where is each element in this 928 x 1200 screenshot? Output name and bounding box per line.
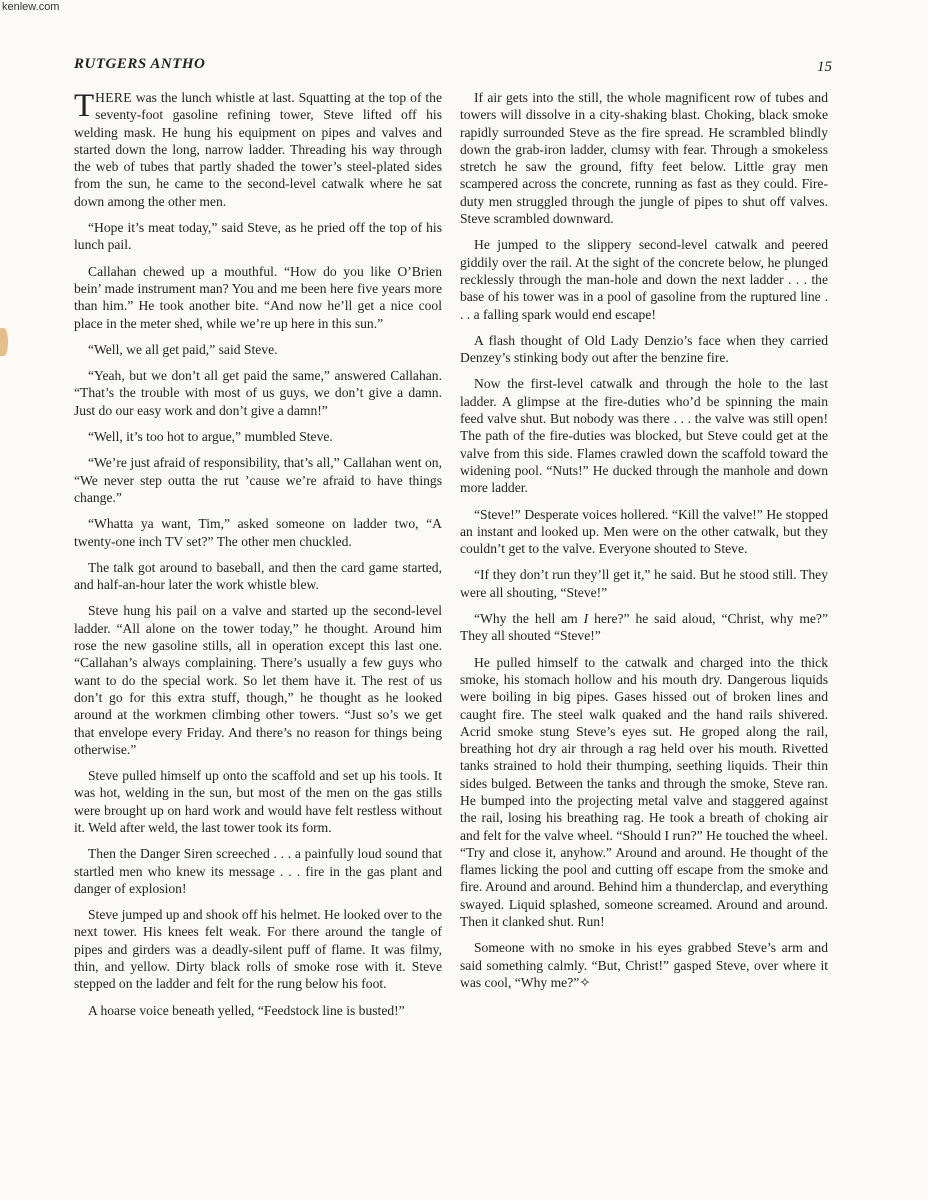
paragraph: “Well, we all get paid,” said Steve. — [88, 341, 278, 357]
drop-cap: T — [74, 88, 95, 124]
paragraph: Then the Danger Siren screeched . . . a painfully loud sound that startled men who knew its message . . . fire in the gas plant and danger of explosion! — [74, 846, 442, 896]
paragraph: Now the first-level catwalk and through the hole to the last ladder. A glimpse at the fire-duties who’d be spinning the main feed valve shut. But nobody was there . . . the valve was still open! The path of the fire-duties was blocked, but Steve could get at the valve from this side. Flames crawled down the scaffold toward the widening pool. “Nuts!” He ducked through the manhole and down more ladder. — [460, 376, 828, 496]
paper-stain — [0, 328, 8, 356]
paragraph: Steve pulled himself up onto the scaffold and set up his tools. It was hot, welding in the sun, but most of the men on the gas stills were brought up on hard work and would have felt restless without it. Weld after weld, the last tower took its form. — [74, 768, 442, 835]
paragraph: Steve jumped up and shook off his helmet. He looked over to the next tower. His knees felt weak. For there around the tangle of pipes and girders was a deadly-silent puff of flame. It was filmy, thin, and yellow. Dirty black rolls of smoke rose with it. Steve stepped on the ladder and felt for the rung below his foot. — [74, 907, 442, 992]
paragraph-text: here?” he said aloud, “Christ, why me?” They all shouted “Steve!” — [460, 611, 829, 644]
paragraph: He pulled himself to the catwalk and charged into the thick smoke, his stomach hollow and his mouth dry. Dangerous liquids were boiling in big pipes. Gases hissed out of broken lines and caught fire. The steel walk quaked and the hand rails shivered. Acrid smoke stung Steve’s eyes sut. He groped along the rail, breathing hot dry air through a rag held over his mouth. Rivetted tanks strained to hold their thumping, seething liquids. Their thin sides bulged. Between the tanks and through the smoke, Steve ran. He bumped into the projecting metal valve and staggered against the rail, losing his breathing rag. He took a breath of choking air and felt for the valve wheel. “Should I run?” He touched the wheel. “Try and close it, anyhow.” Around and around. He thought of the flames licking the pool and cutting off escape from the smoke and fire. Around and around. Behind him a thunderclap, and everything swayed. Liquid splashed, someone screamed. Around and around. Then it clanked shut. Run! — [460, 654, 828, 930]
opening-word: HERE — [95, 90, 132, 105]
paragraph: Callahan chewed up a mouthful. “How do you like O’Brien bein’ made instrument man? You and me been here five years more than him.” He took another bite. “And now he’ll get a nice cool place in the meter shed, while we’re up here in this sun.” — [74, 263, 442, 331]
left-column — [74, 89, 442, 1028]
paragraph — [460, 610, 828, 645]
paragraph-text: Someone with no smoke in his eyes grabbed Steve’s arm and said something calmly. “But, Christ!” gasped Steve, over where it was cool, “Why me?” — [460, 940, 828, 990]
running-head: RUTGERS ANTHO — [74, 56, 206, 72]
paragraph: Steve hung his pail on a valve and started up the second-level ladder. “All alone on the tower today,” he thought. Around him rose the new gasoline stills, all in operation except this last one. “Callahan’s always complaining. There’s usually a few guys who want to do the special work. So let them have it. The rest of us don’t go for this extra stuff, though,” he thought as he looked around at the workmen climbing other towers. “Just so’s we get that envelope every Friday. And there’s no reason for things being otherwise.” — [74, 603, 442, 757]
watermark: kenlew.com — [2, 1, 60, 13]
paragraph: “Well, it’s too hot to argue,” mumbled Steve. — [88, 429, 333, 445]
right-column — [460, 89, 828, 1000]
paragraph: He jumped to the slippery second-level catwalk and peered giddily over the rail. At the sight of the concrete below, he plunged recklessly through the man-hole and down the next ladder . . . the base of his tower was in a pool of gasoline from the ruptured line . . . a falling spark would end escape! — [460, 237, 828, 322]
paragraph: “If they don’t run they’ll get it,” he said. But he stood still. They were all shouting, “Steve!” — [460, 567, 828, 600]
paragraph: A flash thought of Old Lady Denzio’s face when they carried Denzey’s stinking body out after the benzine fire. — [460, 332, 828, 366]
end-mark-icon: ✧ — [579, 974, 591, 990]
paragraph: The talk got around to baseball, and then the card game started, and half-an-hour later the work whistle blew. — [74, 559, 442, 593]
paragraph: “We’re just afraid of responsibility, that’s all,” Callahan went on, “We never step outta the rut ’cause we’re afraid to have things change.” — [74, 455, 442, 505]
paragraph: “Yeah, but we don’t all get paid the same,” answered Callahan. “That’s the trouble with most of us guys, we don’t give a damn. Just do our easy work and don’t give a damn!” — [74, 368, 442, 418]
paragraph-text: was the lunch whistle at last. Squatting at the top of the seventy-foot gasoline refining tower, Steve lifted off his welding mask. He hung his equipment on pipes and valves and started down the long, narrow ladder. Threading his way through the web of tubes that partly shaded the tower’s steel-plated sides from the sun, he came to the second-level catwalk where he sat down among the other men. — [74, 90, 442, 209]
paragraph: “Steve!” Desperate voices hollered. “Kill the valve!” He stopped an instant and looked up. Men were on the other catwalk, but they couldn’t get to the valve. Everyone shouted to Steve. — [460, 506, 828, 557]
paragraph: If air gets into the still, the whole magnificent row of tubes and towers will dissolve in a city-shaking blast. Choking, black smoke rapidly surrounded Steve as the fire spread. He scrambled blindly down the grab-iron ladder, clumsy with fear. Through a smokeless stretch he saw the ground, fifty feet below. Little gray men scampered across the concrete, running as fast as they could. Fire-duty men struggled through the jungle of pipes to shut off valves. Steve scrambled downward. — [460, 90, 828, 227]
paragraph — [74, 89, 442, 210]
italic-word: I — [583, 611, 589, 627]
paragraph-text: “Why the hell am — [474, 611, 584, 627]
page-number: 15 — [817, 59, 832, 75]
paragraph — [460, 939, 828, 991]
paragraph: “Whatta ya want, Tim,” asked someone on ladder two, “A twenty-one inch TV set?” The other men chuckled. — [74, 516, 442, 549]
paragraph: A hoarse voice beneath yelled, “Feedstock line is busted!” — [88, 1002, 405, 1018]
paragraph: “Hope it’s meat today,” said Steve, as he pried off the top of his lunch pail. — [74, 220, 442, 253]
